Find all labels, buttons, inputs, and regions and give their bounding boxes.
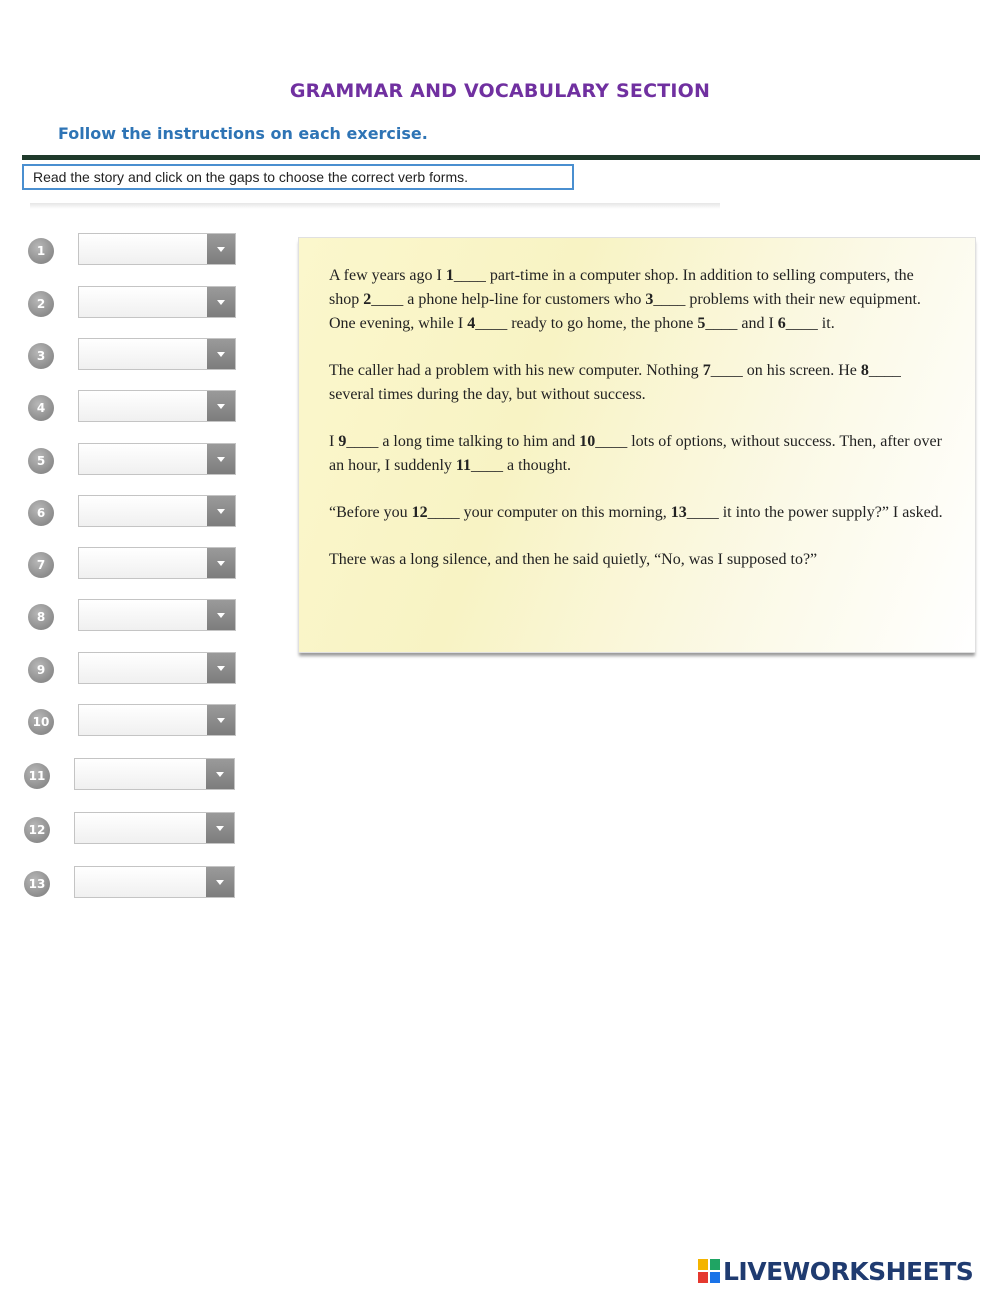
story-text: ____ part-time in a computer shop. In addition to selling computers, the shop bbox=[329, 267, 914, 308]
answer-dropdown-10[interactable] bbox=[78, 704, 236, 736]
story-text: ____ ready to go home, the phone bbox=[475, 315, 698, 332]
answer-dropdown-13[interactable] bbox=[74, 866, 235, 898]
chevron-down-icon[interactable] bbox=[206, 813, 234, 843]
story-text: ____ a long time talking to him and bbox=[346, 433, 580, 450]
chevron-down-icon[interactable] bbox=[207, 548, 235, 578]
story-text: The caller had a problem with his new computer. Nothing bbox=[329, 362, 703, 379]
chevron-down-icon[interactable] bbox=[207, 653, 235, 683]
story-text: ____ lots of options, without success. Then, after over an hour, I suddenly bbox=[329, 433, 942, 474]
question-number-badge: 3 bbox=[28, 343, 54, 369]
story-text: “Before you bbox=[329, 504, 412, 521]
liveworksheets-logo bbox=[698, 1256, 973, 1286]
chevron-down-icon[interactable] bbox=[207, 287, 235, 317]
gap-number: 6 bbox=[777, 315, 786, 332]
story-paragraph bbox=[329, 359, 945, 407]
story-text: ____ and I bbox=[705, 315, 778, 332]
answer-dropdown-3[interactable] bbox=[78, 338, 236, 370]
liveworksheets-logo-icon bbox=[698, 1259, 720, 1283]
gap-number: 8 bbox=[860, 362, 869, 379]
question-number-badge: 12 bbox=[24, 817, 50, 843]
question-number-badge: 8 bbox=[28, 604, 54, 630]
answer-dropdown-1[interactable] bbox=[78, 233, 236, 265]
gap-number: 10 bbox=[579, 433, 596, 450]
answer-dropdown-12[interactable] bbox=[74, 812, 235, 844]
gap-number: 12 bbox=[411, 504, 428, 521]
question-number-badge: 6 bbox=[28, 500, 54, 526]
story-text: ____ a phone help-line for customers who bbox=[371, 291, 646, 308]
gap-number: 7 bbox=[702, 362, 711, 379]
exercise-instruction: Read the story and click on the gaps to choose the correct verb forms. bbox=[22, 164, 574, 190]
question-number-badge: 11 bbox=[24, 763, 50, 789]
chevron-down-icon[interactable] bbox=[207, 339, 235, 369]
divider bbox=[22, 155, 980, 160]
story-text: ____ problems with their new equipment. One evening, while I bbox=[329, 291, 921, 332]
story-text: ____ a thought. bbox=[471, 457, 572, 474]
logo-square bbox=[710, 1272, 720, 1283]
chevron-down-icon[interactable] bbox=[206, 759, 234, 789]
answer-dropdown-5[interactable] bbox=[78, 443, 236, 475]
story-text: I bbox=[329, 433, 339, 450]
logo-text: LIVEWORKSHEETS bbox=[723, 1256, 974, 1286]
story-paragraph bbox=[329, 501, 945, 525]
answer-dropdown-11[interactable] bbox=[74, 758, 235, 790]
question-number-badge: 4 bbox=[28, 395, 54, 421]
story-text: ____ it. bbox=[785, 315, 835, 332]
question-number-badge: 13 bbox=[24, 871, 50, 897]
answer-dropdown-6[interactable] bbox=[78, 495, 236, 527]
gap-number: 11 bbox=[455, 457, 472, 474]
answer-dropdown-8[interactable] bbox=[78, 599, 236, 631]
answer-dropdown-9[interactable] bbox=[78, 652, 236, 684]
question-number-badge: 1 bbox=[28, 238, 54, 264]
gap-number: 9 bbox=[338, 433, 347, 450]
question-number-badge: 10 bbox=[28, 709, 54, 735]
gap-number: 2 bbox=[363, 291, 372, 308]
chevron-down-icon[interactable] bbox=[207, 391, 235, 421]
story-text: A few years ago I bbox=[329, 267, 446, 284]
story-text: ____ it into the power supply?” I asked. bbox=[686, 504, 943, 521]
chevron-down-icon[interactable] bbox=[207, 496, 235, 526]
chevron-down-icon[interactable] bbox=[207, 444, 235, 474]
chevron-down-icon[interactable] bbox=[207, 234, 235, 264]
story-text: ____ several times during the day, but without success. bbox=[329, 362, 901, 403]
question-number-badge: 5 bbox=[28, 448, 54, 474]
chevron-down-icon[interactable] bbox=[207, 600, 235, 630]
chevron-down-icon[interactable] bbox=[207, 705, 235, 735]
story-paragraph bbox=[329, 430, 945, 478]
logo-square bbox=[698, 1259, 708, 1270]
story-text: There was a long silence, and then he said quietly, “No, was I supposed to?” bbox=[329, 551, 818, 568]
logo-square bbox=[710, 1259, 720, 1270]
answer-dropdown-2[interactable] bbox=[78, 286, 236, 318]
chevron-down-icon[interactable] bbox=[206, 867, 234, 897]
story-text: ____ on his screen. He bbox=[710, 362, 861, 379]
gap-number: 5 bbox=[697, 315, 706, 332]
gap-number: 4 bbox=[467, 315, 476, 332]
answer-dropdown-4[interactable] bbox=[78, 390, 236, 422]
story-paragraph bbox=[329, 264, 945, 336]
divider-shadow bbox=[30, 203, 720, 209]
gap-number: 3 bbox=[645, 291, 654, 308]
story-panel bbox=[298, 237, 976, 653]
page-subtitle: Follow the instructions on each exercise. bbox=[58, 124, 428, 143]
gap-number: 13 bbox=[670, 504, 687, 521]
gap-number: 1 bbox=[445, 267, 454, 284]
logo-square bbox=[698, 1272, 708, 1283]
story-text: ____ your computer on this morning, bbox=[427, 504, 671, 521]
page-title: GRAMMAR AND VOCABULARY SECTION bbox=[289, 80, 711, 102]
question-number-badge: 7 bbox=[28, 552, 54, 578]
question-number-badge: 2 bbox=[28, 291, 54, 317]
story-paragraph bbox=[329, 548, 945, 572]
question-number-badge: 9 bbox=[28, 657, 54, 683]
answer-dropdown-7[interactable] bbox=[78, 547, 236, 579]
